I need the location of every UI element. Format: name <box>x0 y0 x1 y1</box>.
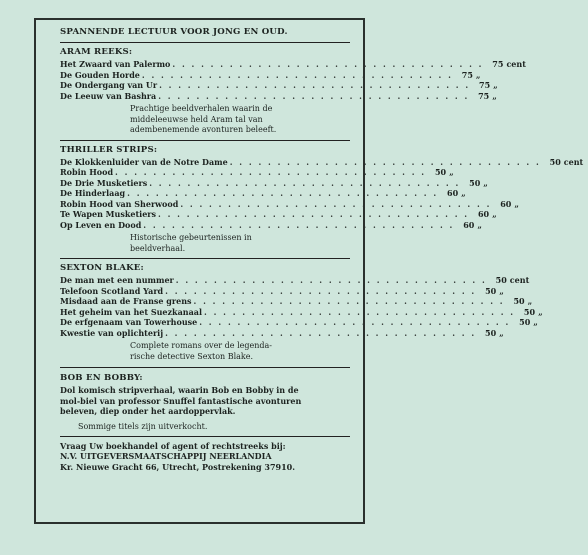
list-item <box>60 80 498 91</box>
section-description: Prachtige beeldverhalen waarin de middeleeuwse held Aram tal van adembenemende avonturen beleeft. <box>130 104 277 134</box>
price: 50 <box>485 285 497 296</box>
book-title: Het Zwaard van Palermo <box>60 59 171 69</box>
price: 50 <box>513 296 525 306</box>
book-title: Robin Hood <box>60 167 114 177</box>
price: 50 <box>485 327 497 338</box>
title-list <box>60 275 543 338</box>
dot-leader: . . . . . . . . . . . . . . . . . . . . . . . . . . . . . . . . . <box>180 198 492 209</box>
title-list <box>60 59 526 101</box>
price: 60 <box>477 209 490 219</box>
price-unit: „ <box>449 167 454 177</box>
book-title: Kwestie van oplichterij <box>60 327 164 338</box>
price: 50 <box>469 177 481 188</box>
dot-leader: . . . . . . . . . . . . . . . . . . . . . . . . . . . . . . . . . <box>165 285 477 296</box>
book-title: De Gouden Horde <box>60 69 140 80</box>
price-unit: „ <box>493 80 498 90</box>
book-title: De Klokkenluider van de Notre Dame <box>60 156 228 167</box>
catalog-content <box>60 26 584 472</box>
list-item <box>60 90 497 102</box>
dot-leader: . . . . . . . . . . . . . . . . . . . . . . . . . . . . . . . . . <box>158 209 470 219</box>
divider <box>60 258 350 259</box>
dot-leader: . . . . . . . . . . . . . . . . . . . . . . . . . . . . . . . . . <box>172 59 484 69</box>
price: 50 <box>495 275 507 285</box>
price: 60 <box>463 219 475 230</box>
dot-leader: . . . . . . . . . . . . . . . . . . . . . . . . . . . . . . . . . <box>199 317 511 327</box>
list-item <box>60 285 504 297</box>
divider <box>60 42 350 43</box>
list-item <box>60 209 497 220</box>
dot-leader: . . . . . . . . . . . . . . . . . . . . . . . . . . . . . . . . . <box>115 167 427 177</box>
dot-leader: . . . . . . . . . . . . . . . . . . . . . . . . . . . . . . . . . <box>165 327 477 338</box>
list-item <box>60 296 533 307</box>
dot-leader: . . . . . . . . . . . . . . . . . . . . . . . . . . . . . . . . . <box>143 219 455 230</box>
dot-leader: . . . . . . . . . . . . . . . . . . . . . . . . . . . . . . . . . <box>127 188 439 198</box>
book-title: Misdaad aan de Franse grens <box>60 296 192 306</box>
price-unit: „ <box>538 306 543 317</box>
price: 50 <box>519 317 531 327</box>
dot-leader: . . . . . . . . . . . . . . . . . . . . . . . . . . . . . . . . . <box>193 296 505 306</box>
book-title: De erfgenaam van Towerhouse <box>60 317 198 327</box>
price-unit: „ <box>499 285 504 296</box>
section-description: Historische gebeurtenissen in beeldverhaal. <box>130 233 252 253</box>
availability-note: Sommige titels zijn uitverkocht. <box>78 421 208 431</box>
divider <box>60 140 350 141</box>
bob-description: Dol komisch stripverhaal, waarin Bob en Bobby in de mol-biel van professor Snuffel fantastische avonturen beleven, diep onder het aardoppervlak. <box>60 385 302 416</box>
book-title: De Hinderlaag <box>60 188 126 198</box>
price-unit: „ <box>492 209 497 219</box>
price: 60 <box>500 198 512 209</box>
price-unit: „ <box>477 219 482 230</box>
divider <box>60 367 350 368</box>
price-unit: „ <box>461 188 466 198</box>
book-title: Te Wapen Musketiers <box>60 209 157 219</box>
price-unit: cent <box>563 156 584 167</box>
section-title: THRILLER STRIPS: <box>60 144 158 155</box>
price: 75 <box>492 59 504 69</box>
list-item <box>60 198 519 210</box>
price-unit: „ <box>492 90 497 101</box>
price-unit: cent <box>509 275 530 285</box>
price: 50 <box>523 306 536 317</box>
price-unit: „ <box>475 69 481 80</box>
price-unit: cent <box>506 59 526 69</box>
price-unit: „ <box>527 296 533 306</box>
list-item <box>60 59 526 70</box>
dot-leader: . . . . . . . . . . . . . . . . . . . . . . . . . . . . . . . . . <box>149 177 461 188</box>
price: 75 <box>479 80 491 90</box>
section-title: SEXTON BLAKE: <box>60 263 144 273</box>
section-title: ARAM REEKS: <box>60 47 133 57</box>
dot-leader: . . . . . . . . . . . . . . . . . . . . . . . . . . . . . . . . . <box>229 156 541 167</box>
list-item <box>60 275 530 286</box>
list-item <box>60 177 488 189</box>
list-item <box>60 167 454 178</box>
divider <box>60 436 350 437</box>
price: 60 <box>447 188 459 198</box>
book-title: Robin Hood van Sherwood <box>60 198 179 209</box>
book-title: De man met een nummer <box>60 275 174 285</box>
book-title: Telefoon Scotland Yard <box>60 285 164 296</box>
list-item <box>60 327 504 339</box>
section-description: Complete romans over de legenda- rische detective Sexton Blake. <box>130 341 272 361</box>
price-unit: „ <box>499 327 504 338</box>
title-list <box>60 156 584 231</box>
book-title: Op Leven en Dood <box>60 219 142 230</box>
book-title: De Leeuw van Bashra <box>60 90 157 101</box>
price: 50 <box>434 167 447 177</box>
dot-leader: . . . . . . . . . . . . . . . . . . . . . . . . . . . . . . . . . <box>204 306 516 317</box>
price-unit: „ <box>533 317 538 327</box>
dot-leader: . . . . . . . . . . . . . . . . . . . . . . . . . . . . . . . . . <box>141 69 453 80</box>
price: 75 <box>461 69 473 80</box>
dot-leader: . . . . . . . . . . . . . . . . . . . . . . . . . . . . . . . . . <box>158 90 470 101</box>
bob-section-title: BOB EN BOBBY: <box>60 373 143 383</box>
book-title: De Drie Musketiers <box>60 177 148 188</box>
dot-leader: . . . . . . . . . . . . . . . . . . . . . . . . . . . . . . . . . <box>159 80 471 90</box>
list-item <box>60 156 584 168</box>
list-item <box>60 306 543 318</box>
price-unit: „ <box>514 198 519 209</box>
list-item <box>60 69 481 81</box>
price-unit: „ <box>483 177 488 188</box>
price: 50 <box>549 156 561 167</box>
page-title: SPANNENDE LECTUUR VOOR JONG EN OUD. <box>60 27 288 37</box>
book-title: De Ondergang van Ur <box>60 80 158 90</box>
sections <box>60 46 584 362</box>
list-item <box>60 188 466 199</box>
order-info: Vraag Uw boekhandel of agent of rechtstreeks bij: N.V. UITGEVERSMAATSCHAPPIJ NEERLANDIA Kr. Nieuwe Gracht 66, Utrecht, Postrekening 37910. <box>60 441 295 472</box>
dot-leader: . . . . . . . . . . . . . . . . . . . . . . . . . . . . . . . . . <box>175 275 487 285</box>
book-title: Het geheim van het Suezkanaal <box>60 306 203 317</box>
price: 75 <box>478 90 490 101</box>
list-item <box>60 317 538 328</box>
list-item <box>60 219 482 231</box>
